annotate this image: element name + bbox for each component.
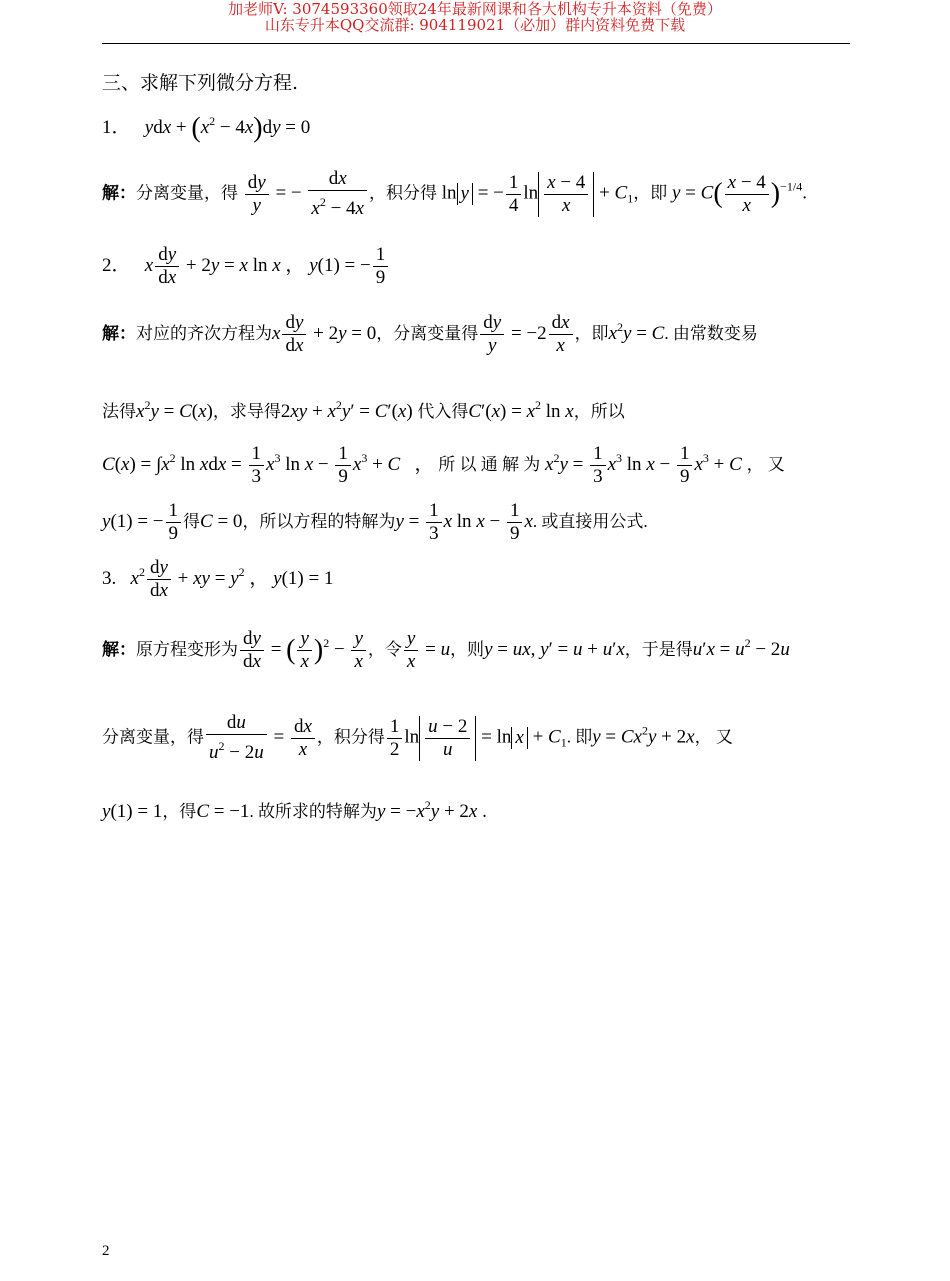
section-title: 三、求解下列微分方程. [102,72,299,94]
header-line-2: 山东专升本QQ交流群: 904119021（必加）群内资料免费下载 [264,16,686,34]
solution-1-label: 解： [102,183,136,203]
solution-2-text-f: ，求导得 [212,402,281,421]
problem-2: 2． x $\frac{dy}{dx}$ + 2y = x ln x ， y(1) = − $\frac{1}{9}$ [102,244,390,289]
problem-1: 1． ydx + $(x^2 - 4x)dy = 0$ [102,112,311,144]
solution-2-line-4: y(1) = − $\frac{1}{9}$ 得C = 0，所以方程的特解为y = $\frac{1}{3}$ x ln x − $\frac{1}{9}$ x. 或直接用公式. [102,500,648,544]
solution-2-text-h: ，所以 [573,402,625,421]
solution-3-text-d: ，于是得 [624,639,693,659]
solution-3-text-e: 分离变量，得 [102,727,204,747]
solution-2-text-c: ，即 [574,323,609,343]
solution-3-text-j: . 故所求的特解为 [249,802,377,821]
solution-2-text-g: 代入得 [417,402,469,421]
solution-3-text-b: ，令 [367,639,402,659]
solution-3-text-i: ，得 [162,802,197,821]
solution-2-text-i: 所 以 通 解 为 [438,454,541,474]
solution-2-line-2: 法得$x^2y = C(x)$，求导得$2xy + x^2y' = C'(x)$ 代入得$C'(x) = x^2$ ln x，所以 [102,398,625,422]
solution-2-text-e: 法得 [102,402,136,421]
problem-2-number: 2． [102,254,131,276]
solution-3-text-g: . 即 [566,727,593,747]
solution-2-line-3: $C(x) = \int x^2$ ln xdx = $\frac{1}{3}$ $x^3$ ln x − $\frac{1}{9}$ $x^3 + C$ ， 所 以 通 解 为 $x^2y$ = $\frac{1}{3}$ $x^3$ ln x − $\frac{1}{9}$ $x^3 + C$ ， 又 [102,443,785,487]
solution-3-text-a: 原方程变形为 [136,639,238,659]
solution-3-label: 解： [102,639,136,659]
solution-3-line-2: 分离变量，得 $\frac{du}{u^2 - 2u}$ = $\frac{dx}{x}$ ，积分得 $\frac{1}{2}$ ln $\frac{u - 2}{u}$ = $\ln x + C_1$. 即$y = Cx^2y + 2x$， 又 [102,712,733,763]
solution-2-text-d: . 由常数变易 [664,323,758,343]
header-rule [102,43,850,44]
solution-2-label: 解： [102,323,136,343]
solution-1-text-a: 分离变量，得 [136,183,238,203]
page-number: 2 [102,1243,110,1259]
solution-2-text-m: . 或直接用公式. [532,511,648,531]
solution-1-text-c: ，即 [633,183,668,203]
solution-2-text-a: 对应的齐次方程为 [136,323,272,343]
solution-3-text-h: ， 又 [694,727,733,747]
solution-3-text-f: ，积分得 [316,727,385,747]
solution-2-text-j: ， 又 [746,454,785,474]
solution-2-text-b: ，分离变量得 [376,323,479,343]
problem-3: 3. $x^2$ $\frac{dy}{dx}$ + xy = $y^2$ ， y(1) = 1 [102,557,334,601]
solution-3-line-1: 解：原方程变形为 $\frac{dy}{dx}$ = ( $\frac{y}{x}$ )$^2$ − $\frac{y}{x}$ ，令 $\frac{y}{x}$ = u，则y = ux, y′ = u + u′x，于是得$u'x = u^2 - 2u$ [102,628,790,672]
solution-1: 解：分离变量，得 $\frac{dy}{y}$ = − $\frac{dx}{x^2 - 4x}$ ，积分得 ln y = − $\frac{1}{4}$ ln $\frac{x - 4}{x}$ + $C_1$，即 y = C( $\frac{x - 4}{x}$ )$^{-1/4}$. [102,168,807,219]
problem-1-number: 1． [102,117,131,138]
problem-3-number: 3. [102,567,117,589]
solution-3-text-c: ，则 [450,639,485,659]
solution-2-line-1: 解：对应的齐次方程为x $\frac{dy}{dx}$ + 2y = 0，分离变量得 $\frac{dy}{y}$ = −2 $\frac{dx}{x}$ ，即$x^2y = C$. 由常数变易 [102,312,758,356]
solution-2-text-k: 得 [183,511,201,531]
header-line-1: 加老师V: 3074593360领取24年最新网课和各大机构专升本资料（免费） [228,0,722,18]
solution-2-text-l: ，所以方程的特解为 [242,511,396,531]
solution-1-text-b: ，积分得 [368,183,437,203]
solution-3-line-3: y(1) = 1，得C = −1. 故所求的特解为$y = -x^2y + 2x$ . [102,798,487,822]
